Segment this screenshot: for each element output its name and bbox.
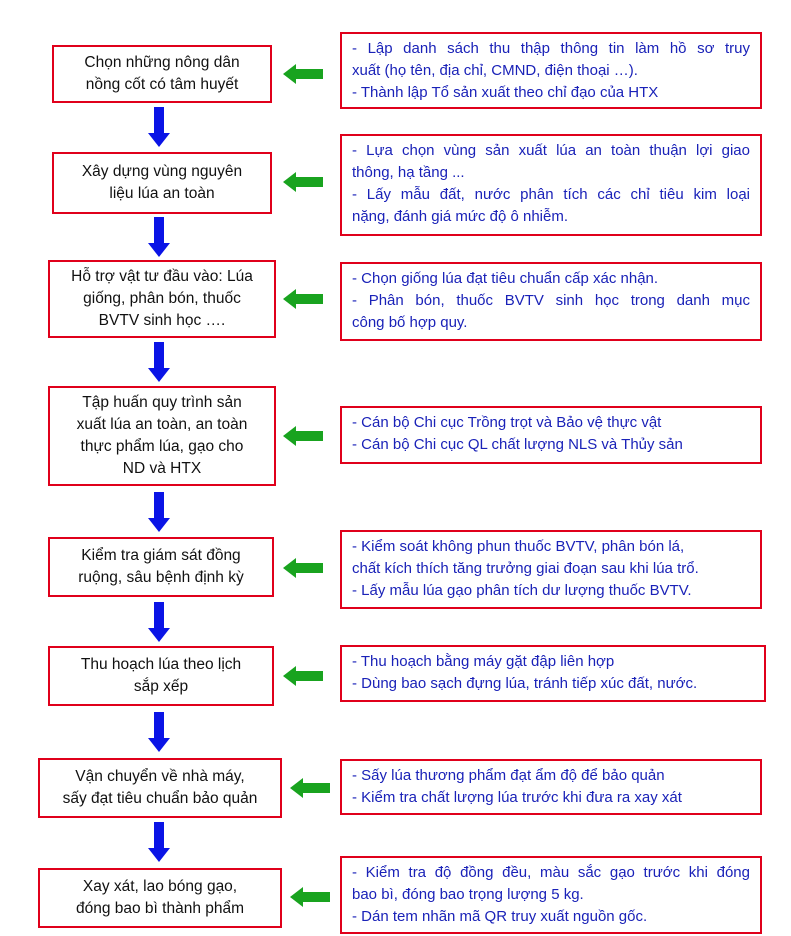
note-line: - Thu hoạch bằng máy gặt đập liên hợp (352, 653, 615, 670)
note-line: - Chọn giống lúa đạt tiêu chuẩn cấp xác nhận. (352, 270, 659, 287)
note-line: nặng, đánh giá mức độ ô nhiễm. (352, 208, 569, 225)
down-arrow-icon (148, 492, 170, 532)
left-arrow-icon (283, 64, 323, 84)
down-arrow-icon (148, 217, 170, 257)
note-line: - Cán bộ Chi cục Trồng trọt và Bảo vệ thực vật (352, 414, 662, 431)
note-line: - Kiểm tra độ đồng đều, màu sắc gạo trước khi đóng (352, 864, 750, 881)
note-line: - Phân bón, thuốc BVTV sinh học trong danh mục (352, 292, 750, 309)
step-box-5: Kiểm tra giám sát đồng ruộng, sâu bệnh định kỳ (48, 537, 274, 597)
note-line: - Thành lập Tổ sản xuất theo chỉ đạo của HTX (352, 84, 659, 101)
note-box-1 (340, 32, 762, 109)
note-line: - Lựa chọn vùng sản xuất lúa an toàn thuận lợi giao (352, 142, 750, 159)
left-arrow-icon (290, 778, 330, 798)
note-box-5 (340, 530, 762, 609)
note-line: thông, hạ tầng ... (352, 164, 465, 181)
down-arrow-icon (148, 822, 170, 862)
note-line: chất kích thích tăng trưởng giai đoạn sau khi lúa trổ. (352, 560, 699, 577)
step-box-3: Hỗ trợ vật tư đầu vào: Lúa giống, phân bón, thuốc BVTV sinh học …. (48, 260, 276, 338)
note-line: - Cán bộ Chi cục QL chất lượng NLS và Thủy sản (352, 436, 683, 453)
note-line: - Sấy lúa thương phẩm đạt ẩm độ để bảo quản (352, 767, 665, 784)
note-line: - Kiểm soát không phun thuốc BVTV, phân bón lá, (352, 538, 685, 555)
down-arrow-icon (148, 107, 170, 147)
note-line: - Lấy mẫu lúa gạo phân tích dư lượng thuốc BVTV. (352, 582, 692, 599)
note-line: - Dán tem nhãn mã QR truy xuất nguồn gốc. (352, 908, 648, 925)
step-box-1: Chọn những nông dân nồng cốt có tâm huyết (52, 45, 272, 103)
step-box-8: Xay xát, lao bóng gạo, đóng bao bì thành phẩm (38, 868, 282, 928)
note-box-6 (340, 645, 766, 702)
left-arrow-icon (283, 558, 323, 578)
note-box-7 (340, 759, 762, 815)
note-line: xuất (họ tên, địa chỉ, CMND, điện thoại …). (352, 62, 638, 79)
step-box-7: Vận chuyển về nhà máy, sấy đạt tiêu chuẩn bảo quản (38, 758, 282, 818)
step-box-2: Xây dựng vùng nguyên liệu lúa an toàn (52, 152, 272, 214)
note-line: bao bì, đóng bao trọng lượng 5 kg. (352, 886, 584, 903)
left-arrow-icon (290, 887, 330, 907)
left-arrow-icon (283, 172, 323, 192)
note-box-4 (340, 406, 762, 464)
left-arrow-icon (283, 289, 323, 309)
note-box-2 (340, 134, 762, 236)
down-arrow-icon (148, 602, 170, 642)
left-arrow-icon (283, 426, 323, 446)
note-line: công bố hợp quy. (352, 314, 468, 331)
note-box-8 (340, 856, 762, 934)
note-line: - Dùng bao sạch đựng lúa, tránh tiếp xúc đất, nước. (352, 675, 698, 692)
left-arrow-icon (283, 666, 323, 686)
note-line: - Lập danh sách thu thập thông tin làm hồ sơ truy (352, 40, 750, 57)
down-arrow-icon (148, 342, 170, 382)
note-line: - Kiểm tra chất lượng lúa trước khi đưa ra xay xát (352, 789, 682, 806)
step-box-6: Thu hoạch lúa theo lịch sắp xếp (48, 646, 274, 706)
note-box-3 (340, 262, 762, 341)
note-line: - Lấy mẫu đất, nước phân tích các chỉ tiêu kim loại (352, 186, 750, 203)
down-arrow-icon (148, 712, 170, 752)
step-box-4: Tập huấn quy trình sản xuất lúa an toàn, an toàn thực phẩm lúa, gạo cho ND và HTX (48, 386, 276, 486)
